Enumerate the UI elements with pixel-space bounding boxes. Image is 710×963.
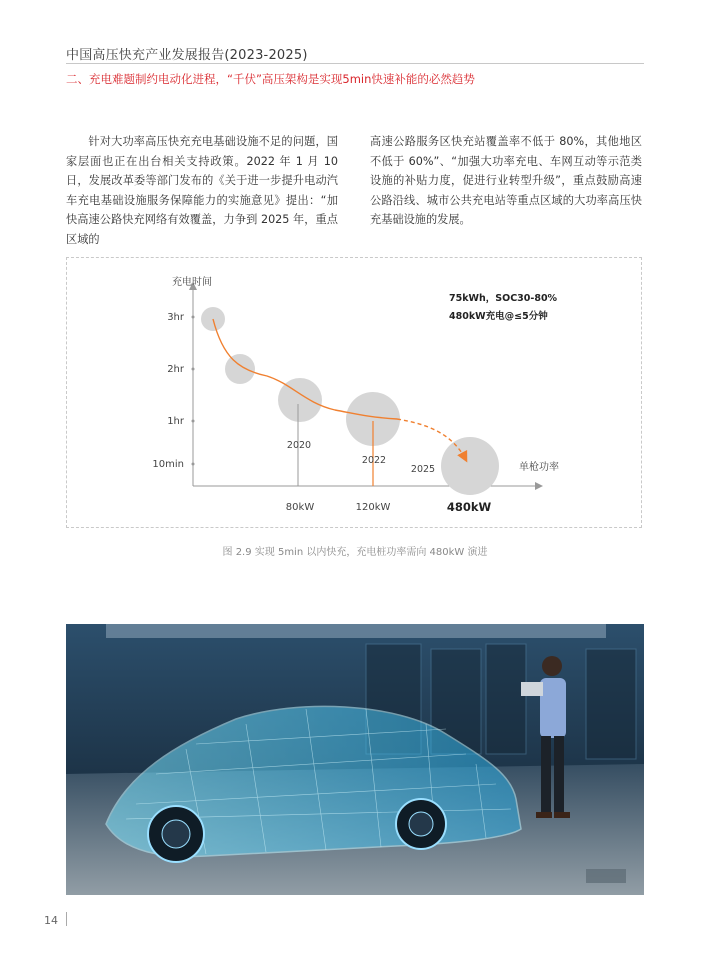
y-tick-label: 2hr <box>167 364 184 375</box>
body-paragraph-left: 针对大功率高压快充充电基础设施不足的问题，国家层面也正在出台相关支持政策。2022 年 1 月 10 日，发展改革委等部门发布的《关于进一步提升电动汽车充电基础设施服务保障能力的实施意见》提出：“加快高速公路快充网络有效覆盖，力争到 2025 年，重点区域的 <box>66 135 338 246</box>
y-tick-dot <box>192 368 195 371</box>
page-number-divider <box>66 912 67 926</box>
data-bubble <box>225 354 255 384</box>
x-axis-title: 单枪功率 <box>519 462 559 473</box>
figure-caption: 图 2.9 实现 5min 以内快充，充电桩功率需向 480kW 演进 <box>222 547 488 558</box>
charging-chart <box>67 258 643 529</box>
y-tick-label: 3hr <box>167 312 184 323</box>
year-label: 2020 <box>286 440 312 451</box>
y-tick-label: 10min <box>152 459 184 470</box>
header-divider <box>66 63 644 64</box>
year-label: 2025 <box>410 464 436 475</box>
annotation-line: 480kW充电@≤5分钟 <box>449 311 548 322</box>
x-tick-label: 480kW <box>446 500 492 514</box>
body-paragraph-right: 高速公路服务区快充站覆盖率不低于 80%，其他地区不低于 60%”、“加强大功率充电、车网互动等示范类设施的补贴力度，促进行业转型升级”，重点鼓励高速公路沿线、城市公共充电站等重点区域的大功率高压快充基础设施的发展。 <box>370 135 642 227</box>
x-tick-label: 80kW <box>285 502 315 513</box>
car-hologram-illustration <box>66 624 644 895</box>
x-tick-label: 120kW <box>355 502 391 513</box>
year-label: 2022 <box>361 455 387 466</box>
figure-frame <box>66 257 642 528</box>
y-tick-dot <box>192 316 195 319</box>
report-title: 中国高压快充产业发展报告(2023-2025) <box>66 48 308 63</box>
page-number: 14 <box>44 914 58 927</box>
y-tick-dot <box>192 420 195 423</box>
y-tick-label: 1hr <box>167 416 184 427</box>
hero-photo <box>66 624 644 895</box>
y-tick-dot <box>192 463 195 466</box>
data-bubble <box>441 437 499 495</box>
annotation-line: 75kWh，SOC30-80% <box>449 293 558 304</box>
y-axis-title: 充电时间 <box>172 277 212 288</box>
section-heading: 二、充电难题制约电动化进程，“千伏”高压架构是实现5min快速补能的必然趋势 <box>66 72 475 86</box>
